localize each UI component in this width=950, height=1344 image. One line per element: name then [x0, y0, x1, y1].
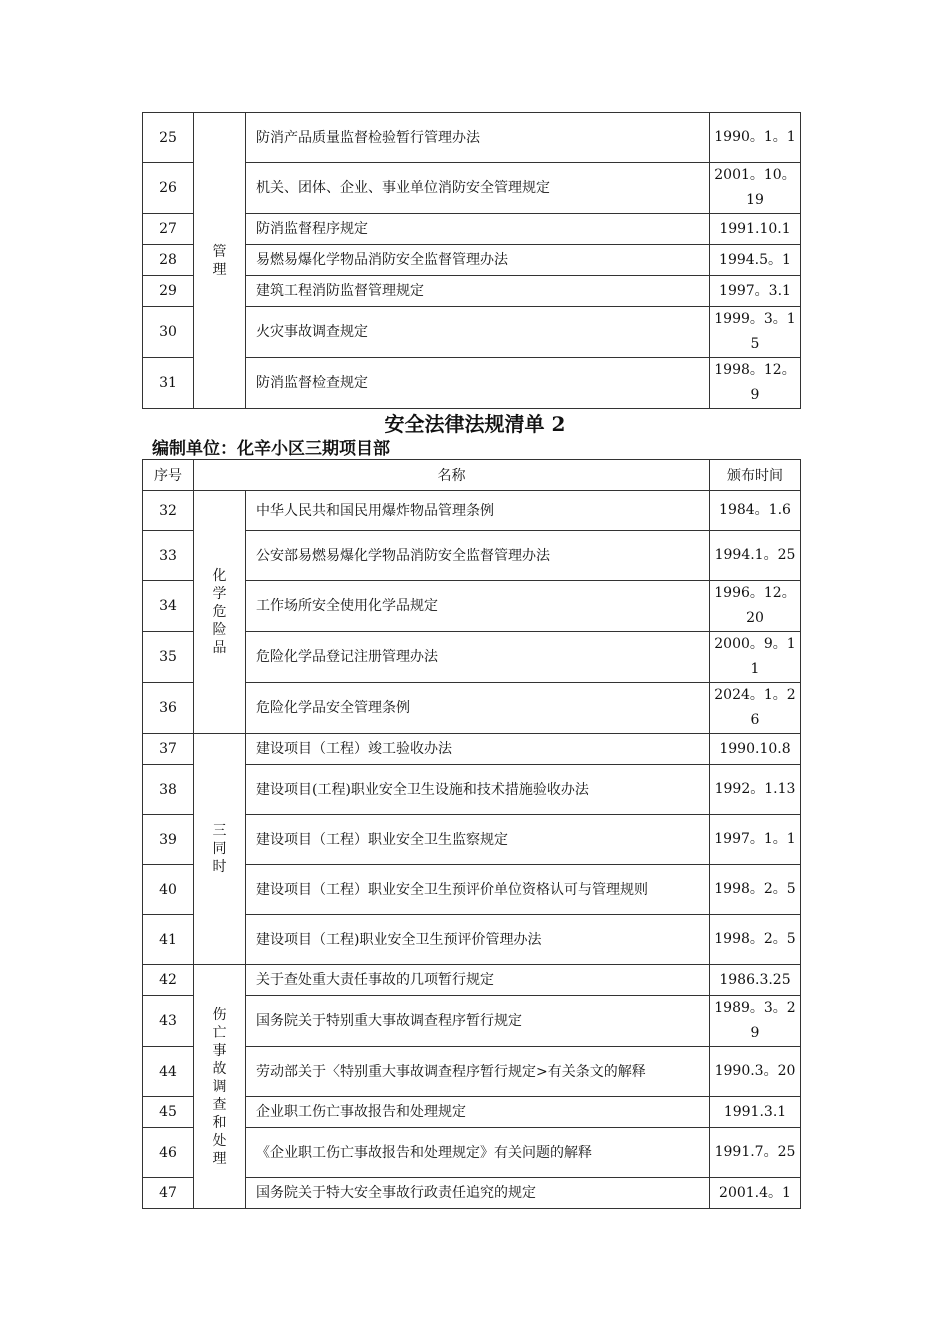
issue-date: 1998。2。5	[710, 865, 801, 915]
issue-date: 1998。2。5	[710, 915, 801, 965]
regulation-name: 机关、团体、企业、事业单位消防安全管理规定	[246, 163, 710, 214]
issue-date: 1984。1.6	[710, 491, 801, 531]
table-header-row	[143, 460, 801, 491]
regulation-name: 易燃易爆化学物品消防安全监督管理办法	[246, 245, 710, 276]
row-number: 36	[143, 683, 194, 734]
regulations-table-part2	[142, 459, 801, 1209]
issue-date: 1990。1。1	[710, 113, 801, 163]
issue-date: 1997。3.1	[710, 276, 801, 307]
row-number: 42	[143, 965, 194, 996]
regulation-name: 建设项目（工程）职业安全卫生预评价单位资格认可与管理规则	[246, 865, 710, 915]
regulation-name: 危险化学品登记注册管理办法	[246, 632, 710, 683]
row-number: 33	[143, 531, 194, 581]
row-number: 39	[143, 815, 194, 865]
category-label: 伤亡事故调查和处理	[212, 1006, 227, 1167]
regulation-name: 防消产品质量监督检验暂行管理办法	[246, 113, 710, 163]
issue-date: 1991.3.1	[710, 1097, 801, 1128]
header-name: 名称	[194, 460, 710, 491]
row-number: 28	[143, 245, 194, 276]
regulation-name: 劳动部关于〈特别重大事故调查程序暂行规定>有关条文的解释	[246, 1047, 710, 1097]
row-number: 41	[143, 915, 194, 965]
row-number: 26	[143, 163, 194, 214]
issue-date: 1990.10.8	[710, 734, 801, 765]
regulation-name: 国务院关于特大安全事故行政责任追究的规定	[246, 1178, 710, 1209]
regulation-name: 关于查处重大责任事故的几项暂行规定	[246, 965, 710, 996]
regulation-name: 公安部易燃易爆化学物品消防安全监督管理办法	[246, 531, 710, 581]
row-number: 45	[143, 1097, 194, 1128]
row-number: 46	[143, 1128, 194, 1178]
category-cell	[194, 113, 246, 409]
header-no: 序号	[143, 460, 194, 491]
issue-date: 1986.3.25	[710, 965, 801, 996]
category-label: 管理	[212, 243, 227, 278]
issue-date: 2001。10。19	[710, 163, 801, 214]
row-number: 30	[143, 307, 194, 358]
category-cell	[194, 734, 246, 965]
issue-date: 1997。1。1	[710, 815, 801, 865]
issue-date: 1994.5。1	[710, 245, 801, 276]
issue-date: 1994.1。25	[710, 531, 801, 581]
category-cell	[194, 491, 246, 734]
issue-date: 2001.4。1	[710, 1178, 801, 1209]
table-row	[143, 491, 801, 531]
row-number: 47	[143, 1178, 194, 1209]
row-number: 44	[143, 1047, 194, 1097]
table-row	[143, 965, 801, 996]
regulation-name: 防消监督检查规定	[246, 358, 710, 409]
issue-date: 1991.7。25	[710, 1128, 801, 1178]
regulation-name: 建设项目（工程)职业安全卫生预评价管理办法	[246, 915, 710, 965]
regulation-name: 中华人民共和国民用爆炸物品管理条例	[246, 491, 710, 531]
regulation-name: 危险化学品安全管理条例	[246, 683, 710, 734]
row-number: 32	[143, 491, 194, 531]
row-number: 37	[143, 734, 194, 765]
regulation-name: 建筑工程消防监督管理规定	[246, 276, 710, 307]
regulation-name: 国务院关于特别重大事故调查程序暂行规定	[246, 996, 710, 1047]
row-number: 43	[143, 996, 194, 1047]
row-number: 38	[143, 765, 194, 815]
table-row	[143, 113, 801, 163]
row-number: 27	[143, 214, 194, 245]
regulation-name: 建设项目(工程)职业安全卫生设施和技术措施验收办法	[246, 765, 710, 815]
compiling-unit-label: 编制单位：化辛小区三期项目部	[152, 439, 390, 459]
issue-date: 1989。3。29	[710, 996, 801, 1047]
issue-date: 1992。1.13	[710, 765, 801, 815]
row-number: 34	[143, 581, 194, 632]
issue-date: 1990.3。20	[710, 1047, 801, 1097]
category-label: 三同时	[212, 823, 227, 875]
category-label: 化学危险品	[212, 568, 227, 656]
table-row	[143, 734, 801, 765]
regulation-name: 企业职工伤亡事故报告和处理规定	[246, 1097, 710, 1128]
row-number: 25	[143, 113, 194, 163]
regulation-name: 工作场所安全使用化学品规定	[246, 581, 710, 632]
category-cell	[194, 965, 246, 1209]
issue-date: 1991.10.1	[710, 214, 801, 245]
row-number: 35	[143, 632, 194, 683]
regulation-name: 《企业职工伤亡事故报告和处理规定》有关问题的解释	[246, 1128, 710, 1178]
regulations-table-part1	[142, 112, 801, 409]
regulation-name: 建设项目（工程）竣工验收办法	[246, 734, 710, 765]
row-number: 31	[143, 358, 194, 409]
document-title: 安全法律法规清单 2	[384, 412, 566, 436]
header-date: 颁布时间	[710, 460, 801, 491]
regulation-name: 防消监督程序规定	[246, 214, 710, 245]
row-number: 40	[143, 865, 194, 915]
row-number: 29	[143, 276, 194, 307]
issue-date: 1999。3。15	[710, 307, 801, 358]
issue-date: 2024。1。26	[710, 683, 801, 734]
issue-date: 2000。9。11	[710, 632, 801, 683]
issue-date: 1998。12。9	[710, 358, 801, 409]
issue-date: 1996。12。20	[710, 581, 801, 632]
regulation-name: 建设项目（工程）职业安全卫生监察规定	[246, 815, 710, 865]
regulation-name: 火灾事故调查规定	[246, 307, 710, 358]
